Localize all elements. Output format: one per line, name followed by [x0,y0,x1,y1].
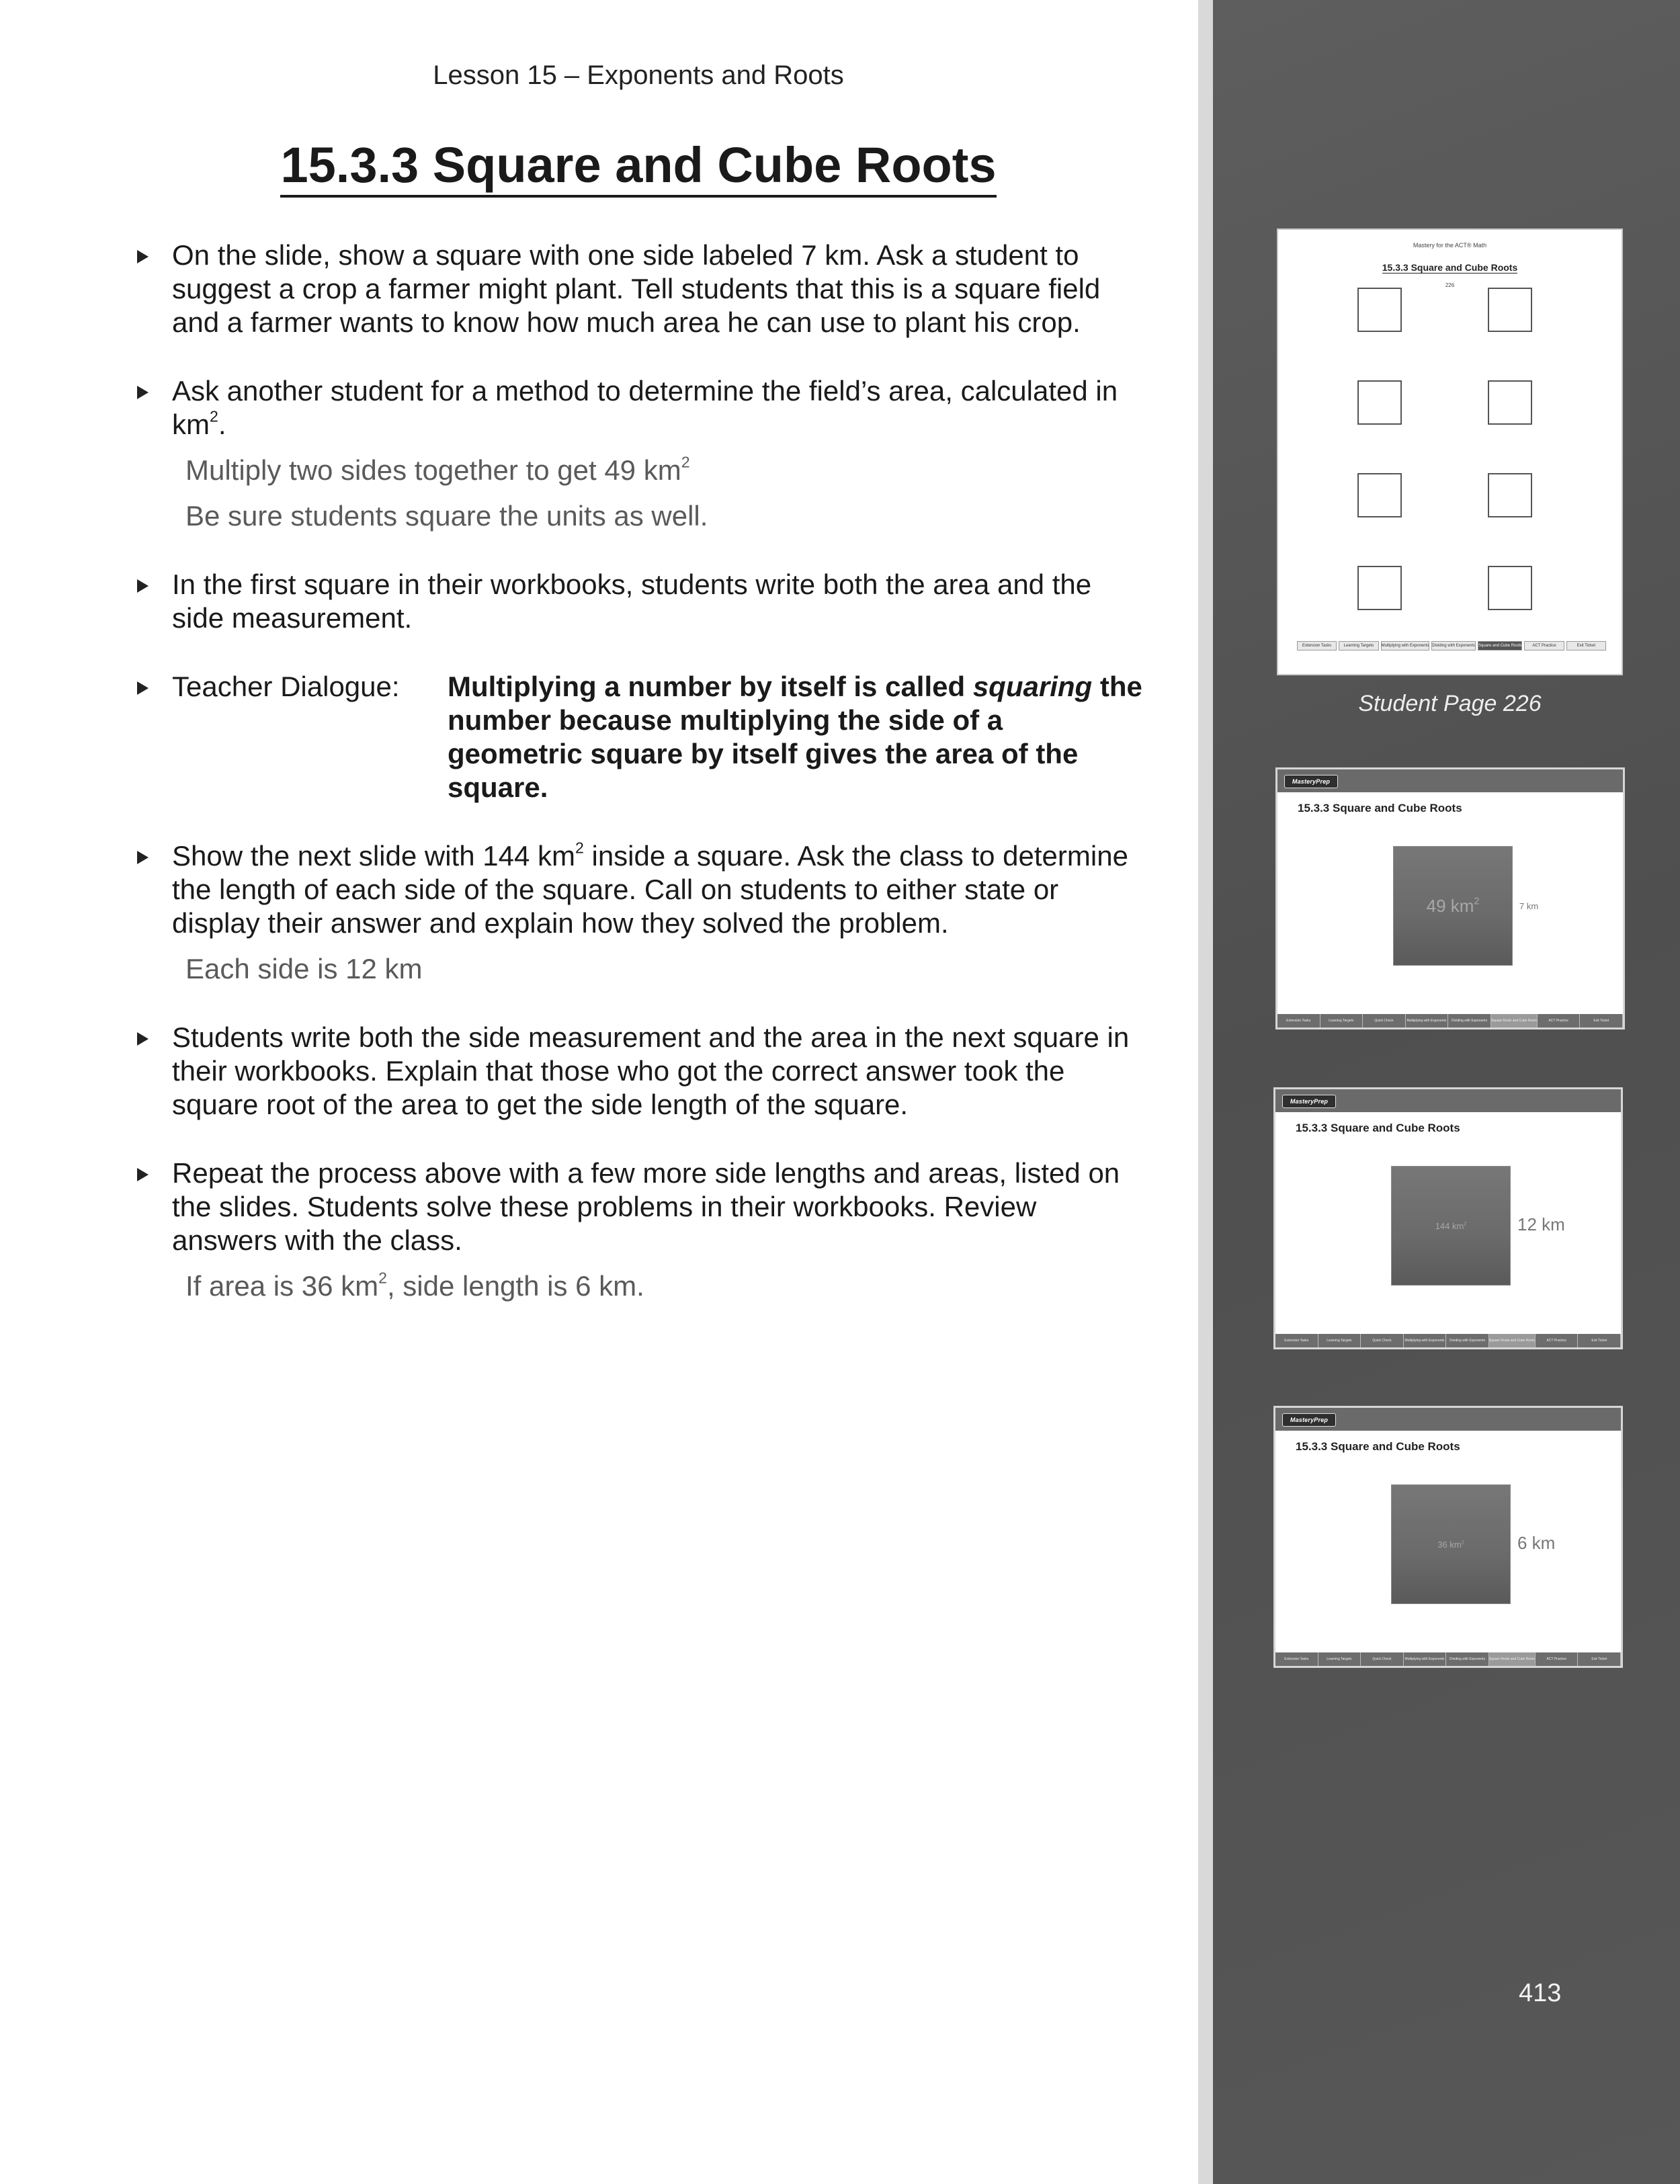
area-label: 49 $km^2$ [1426,895,1480,916]
triangle-bullet-icon [137,681,149,695]
area-square [1391,1484,1511,1604]
item-text: Show the next slide with 144 $km^2$ inside a square. Ask the class to determine the length of each side of the square. Call on students to either state or display their answer and explain how they solved the problem. [172,839,1128,939]
item-text: Ask another student for a method to determine the field’s area, calculated in $km^2$. [172,375,1118,440]
nav-tab: Multiplying with Exponents [1404,1652,1447,1666]
area-square [1393,846,1513,966]
area-label: 36 $km^2$ [1437,1539,1464,1550]
page-number: 413 [1519,1979,1562,2007]
triangle-bullet-icon [137,851,149,864]
running-head: Lesson 15 – Exponents and Roots [433,60,844,90]
item-text: Students write both the side measurement and the area in the next square in their workbooks. Explain that those who got the correct answer took the square root of the area to get the side length of the square. [172,1021,1130,1120]
lesson-content [134,239,1142,1338]
nav-tab: Dividing with Exponents [1448,1014,1491,1027]
student-page-number: 226 [1445,282,1455,288]
slide-header-bar [1275,1089,1621,1112]
answer-note: Multiply two sides together to get 49 $km^2$ [185,453,690,486]
list-item [134,1021,1142,1122]
workbook-square [1357,288,1402,332]
area-label: 144 $km^2$ [1435,1220,1467,1231]
section-title: 15.3.3 Square and Cube Roots [280,138,996,198]
slide-nav [1275,1334,1621,1347]
teacher-dialogue [172,670,1142,804]
student-page-title: 15.3.3 Square and Cube Roots [1382,262,1518,273]
nav-tab-active: Square Roots and Cube Roots [1491,1014,1538,1027]
list-item [134,374,1142,533]
slide-thumbnail[interactable] [1273,1406,1623,1668]
slide-title: 15.3.3 Square and Cube Roots [1296,1440,1460,1453]
list-item [134,568,1142,635]
workbook-square [1488,566,1532,610]
nav-tab: Learning Targets [1318,1652,1361,1666]
nav-tab: Quick Check [1363,1014,1406,1027]
nav-tab: Multiplying with Exponents [1381,641,1430,650]
column-divider [1198,0,1213,2184]
slide-title: 15.3.3 Square and Cube Roots [1298,802,1462,814]
brand-logo: MasteryPrep [1282,1095,1336,1108]
answer-note: Be sure students square the units as well. [185,500,708,532]
student-page-thumbnail[interactable] [1277,228,1623,675]
nav-tab: Extension Tasks [1277,1014,1320,1027]
workbook-square [1357,380,1402,425]
nav-tab: Dividing with Exponents [1431,641,1476,650]
student-page-caption: Student Page 226 [1358,691,1542,716]
triangle-bullet-icon [137,1168,149,1181]
list-item [134,839,1142,986]
side-label: 6 km [1517,1533,1556,1553]
slide-thumbnail[interactable] [1275,767,1625,1030]
dialogue-label: Teacher Dialogue: [172,671,400,702]
nav-tab: ACT Practice [1536,1652,1579,1666]
brand-logo: MasteryPrep [1284,775,1338,788]
nav-tab: ACT Practice [1524,641,1564,650]
nav-tab: ACT Practice [1536,1334,1579,1347]
list-item [134,239,1142,339]
slide-header-bar [1275,1408,1621,1431]
workbook-square [1357,566,1402,610]
list-item [134,670,1142,804]
workbook-square [1357,473,1402,517]
item-text: Repeat the process above with a few more side lengths and areas, listed on the slides. Students solve these problems in their workbooks. Review answers with the class. [172,1157,1120,1256]
nav-tab: Multiplying with Exponents [1404,1334,1447,1347]
slide-nav [1277,1014,1623,1027]
slide-header-bar [1277,769,1623,792]
nav-tab: Multiplying with Exponents [1406,1014,1449,1027]
item-text: In the first square in their workbooks, students write both the area and the side measurement. [172,569,1092,634]
nav-tab: Exit Ticket [1578,1652,1621,1666]
nav-tab-active: Square and Cube Roots [1478,641,1522,650]
triangle-bullet-icon [137,1032,149,1046]
nav-tab: Extension Tasks [1275,1652,1318,1666]
nav-tab: Dividing with Exponents [1446,1652,1489,1666]
list-item [134,1157,1142,1303]
nav-tab: Dividing with Exponents [1446,1334,1489,1347]
area-square [1391,1166,1511,1286]
slide-title: 15.3.3 Square and Cube Roots [1296,1122,1460,1134]
nav-tab-active: Square Roots and Cube Roots [1489,1334,1536,1347]
workbook-square [1488,288,1532,332]
side-label: 12 km [1517,1214,1565,1234]
side-label: 7 km [1519,901,1539,911]
nav-tab: Exit Ticket [1580,1014,1623,1027]
title-wrap [0,138,1277,198]
nav-tab: Learning Targets [1320,1014,1363,1027]
nav-tab: Quick Check [1361,1652,1404,1666]
answer-note: If area is 36 $km^2$, side length is 6 km. [185,1269,644,1302]
slide-thumbnail[interactable] [1273,1087,1623,1349]
nav-tab: Learning Targets [1339,641,1378,650]
triangle-bullet-icon [137,386,149,399]
item-text: On the slide, show a square with one side labeled 7 km. Ask a student to suggest a crop a farmer might plant. Tell students that this is a square field and a farmer wants to know how much area he can use to plant his crop. [172,239,1101,338]
workbook-square [1488,473,1532,517]
student-page-nav [1297,641,1606,650]
student-page-header: Mastery for the ACT® Math [1413,242,1487,249]
nav-tab: Exit Ticket [1566,641,1606,650]
nav-tab: Learning Targets [1318,1334,1361,1347]
nav-tab: Exit Ticket [1578,1334,1621,1347]
slide-nav [1275,1652,1621,1666]
triangle-bullet-icon [137,250,149,263]
answer-note: Each side is 12 km [185,953,423,984]
nav-tab: Extension Tasks [1275,1334,1318,1347]
nav-tab: Extension Tasks [1297,641,1337,650]
workbook-square [1488,380,1532,425]
dialogue-text: Multiplying a number by itself is called squaring the number because multiplying the side of a geometric square by itself gives the area of the square. [448,671,1142,803]
brand-logo: MasteryPrep [1282,1413,1336,1427]
nav-tab: ACT Practice [1538,1014,1581,1027]
nav-tab: Quick Check [1361,1334,1404,1347]
triangle-bullet-icon [137,579,149,593]
nav-tab-active: Square Roots and Cube Roots [1489,1652,1536,1666]
